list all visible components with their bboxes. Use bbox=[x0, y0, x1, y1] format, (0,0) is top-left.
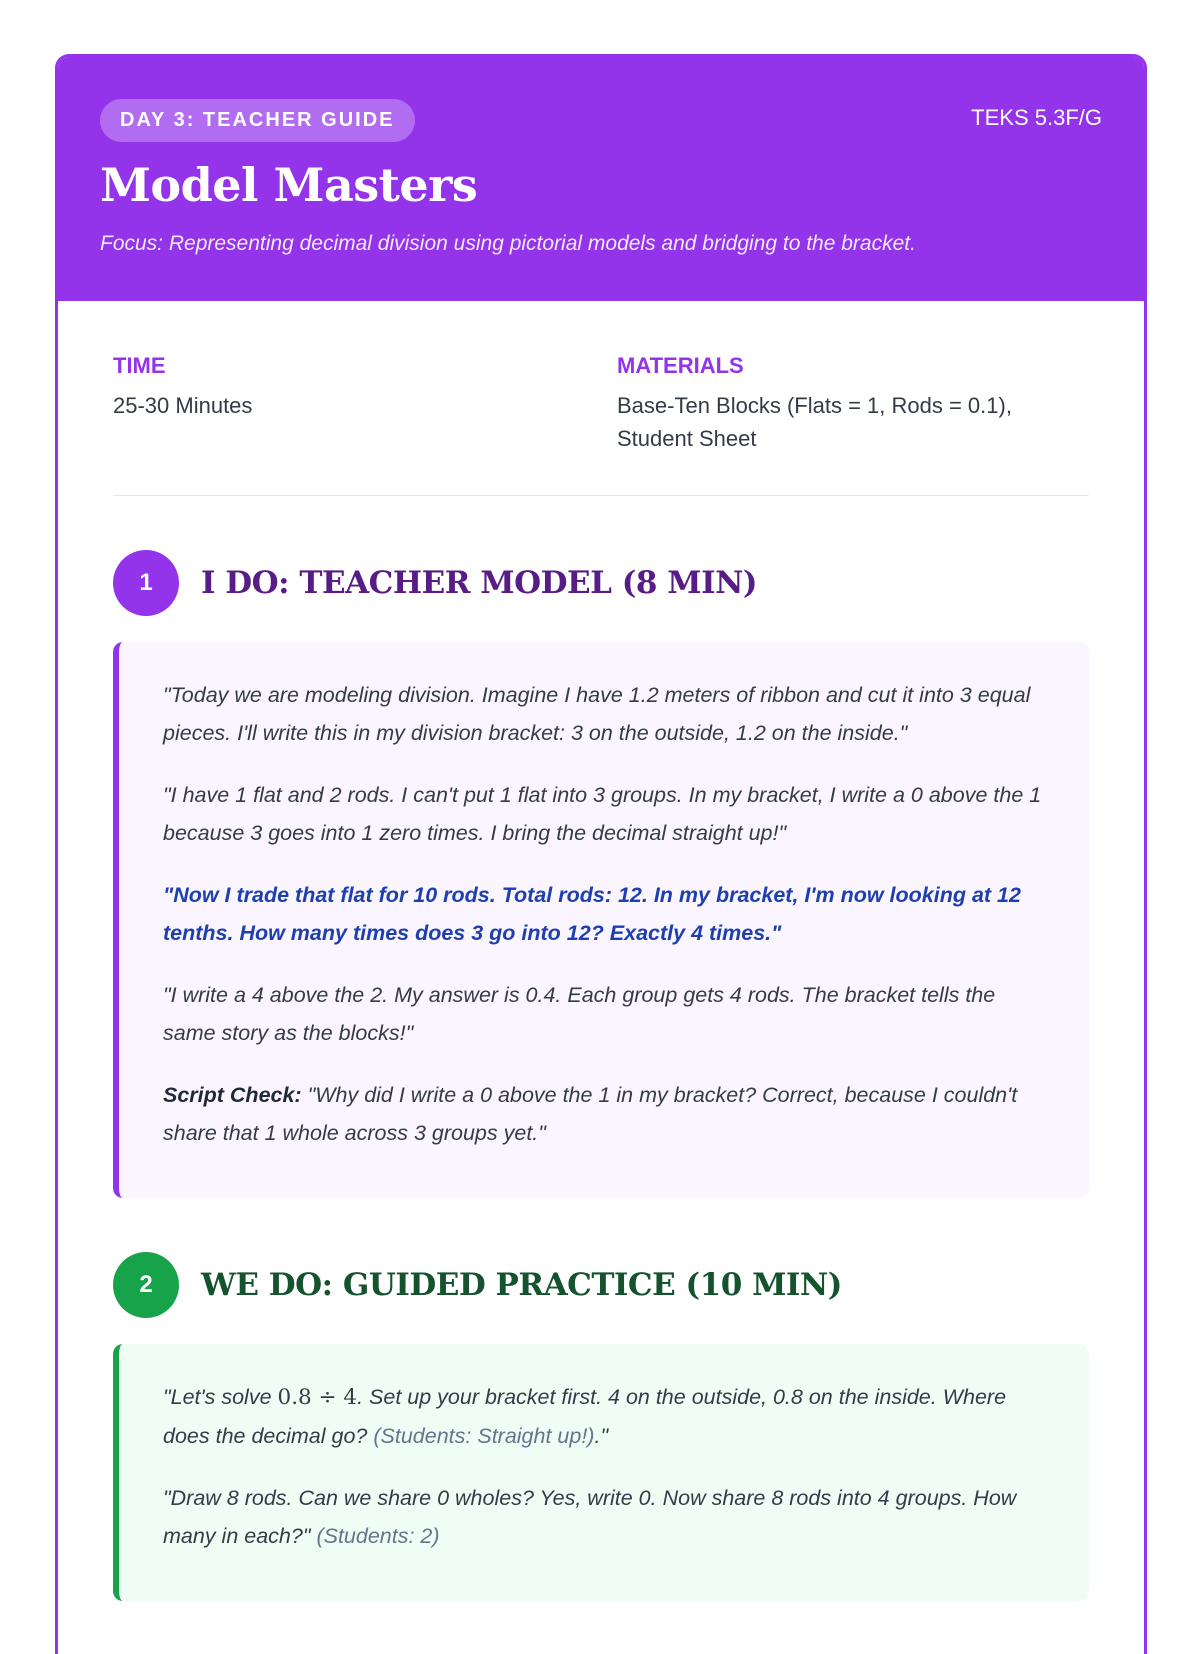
script-text: . Set up your bracket first. 4 on the outside, 0.8 on the inside. Where does the decimal go? bbox=[163, 1385, 1007, 1448]
section-title: I DO: TEACHER MODEL (8 MIN) bbox=[201, 565, 758, 601]
script-check-label: Script Check: bbox=[163, 1083, 302, 1107]
time-label: TIME bbox=[113, 353, 166, 378]
script-check-text: "Why did I write a 0 above the 1 in my bracket? Correct, because I couldn't share that 1 whole across 3 groups yet." bbox=[163, 1083, 1018, 1145]
guided-script-box bbox=[113, 1344, 1089, 1601]
teacher-guide-card bbox=[55, 54, 1147, 1654]
guide-body bbox=[58, 301, 1144, 1601]
section-title: WE DO: GUIDED PRACTICE (10 MIN) bbox=[201, 1267, 842, 1303]
script-paragraph: "Today we are modeling division. Imagine I have 1.2 meters of ribbon and cut it into 3 equal pieces. I'll write this in my division bracket: 3 on the outside, 1.2 on the inside." bbox=[163, 683, 1031, 745]
script-text: "Draw 8 rods. Can we share 0 wholes? Yes, write 0. Now share 8 rods into 4 groups. How many in each?" bbox=[163, 1486, 1017, 1548]
teacher-script-box bbox=[113, 642, 1089, 1198]
guide-header bbox=[58, 57, 1144, 301]
time-value: 25-30 Minutes bbox=[113, 393, 253, 418]
math-expression: 0.8 ÷ 4 bbox=[277, 1385, 358, 1410]
page-title: Model Masters bbox=[100, 158, 478, 212]
script-check bbox=[163, 1076, 1053, 1152]
student-response: (Students: Straight up!) bbox=[373, 1424, 595, 1448]
materials-value: Base-Ten Blocks (Flats = 1, Rods = 0.1), Student Sheet bbox=[617, 393, 1012, 451]
script-paragraph: "I write a 4 above the 2. My answer is 0.4. Each group gets 4 rods. The bracket tells the same story as the blocks!" bbox=[163, 983, 996, 1045]
script-text: "Let's solve bbox=[163, 1385, 278, 1409]
divider bbox=[113, 495, 1089, 496]
section-we-do-header bbox=[113, 1252, 1089, 1318]
day-badge: DAY 3: TEACHER GUIDE bbox=[100, 99, 415, 142]
script-paragraph-emphasis: "Now I trade that flat for 10 rods. Total rods: 12. In my bracket, I'm now looking at 12 tenths. How many times does 3 go into 12? Exactly 4 times." bbox=[163, 883, 1021, 945]
script-text: ." bbox=[594, 1424, 609, 1448]
student-response: (Students: 2) bbox=[316, 1524, 440, 1548]
section-i-do-header bbox=[113, 550, 1089, 616]
step-number-badge: 2 bbox=[113, 1252, 179, 1318]
time-block bbox=[113, 353, 617, 455]
script-paragraph bbox=[163, 1378, 1053, 1455]
script-paragraph bbox=[163, 1479, 1053, 1555]
materials-block bbox=[617, 353, 1057, 455]
materials-label: MATERIALS bbox=[617, 353, 744, 378]
script-paragraph: "I have 1 flat and 2 rods. I can't put 1 flat into 3 groups. In my bracket, I write a 0 above the 1 because 3 goes into 1 zero times. I bring the decimal straight up!" bbox=[163, 783, 1042, 845]
step-number-badge: 1 bbox=[113, 550, 179, 616]
lesson-meta bbox=[113, 353, 1089, 455]
standard-code: TEKS 5.3F/G bbox=[971, 105, 1102, 130]
focus-statement: Focus: Representing decimal division using pictorial models and bridging to the bracket. bbox=[100, 232, 916, 255]
